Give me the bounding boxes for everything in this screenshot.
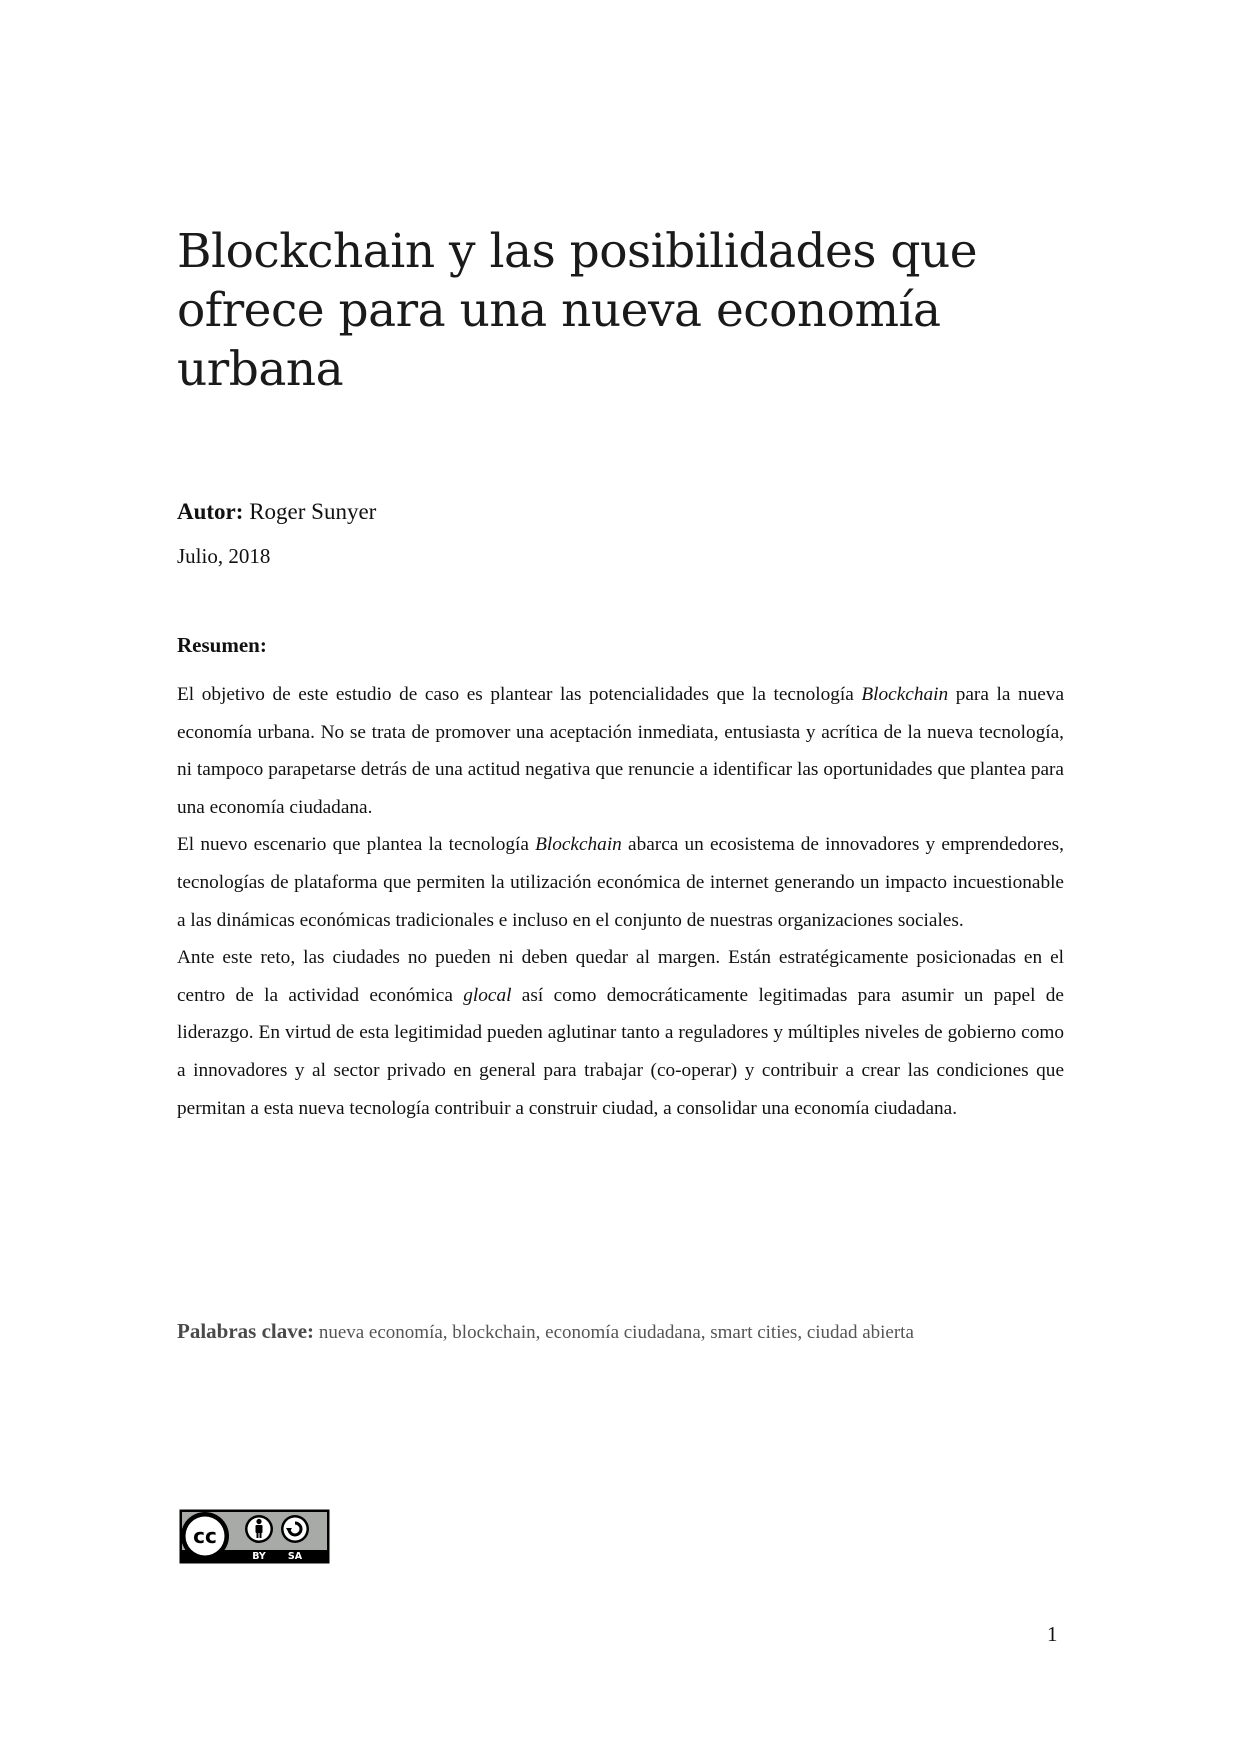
abstract-text: El nuevo escenario que plantea la tecnología: [177, 834, 536, 856]
abstract-text: Ante este reto, las ciudades no pueden ni deben quedar al margen. Están estratégicamente posicionadas en el centro de la actividad económica: [177, 947, 1064, 1006]
keywords-line: [177, 1317, 914, 1347]
sa-label: SA: [287, 1551, 303, 1562]
attribution-person-icon: [245, 1515, 273, 1543]
cc-text: cc: [193, 1524, 217, 1548]
abstract-heading: Resumen:: [177, 633, 267, 657]
author-label: Autor:: [177, 499, 244, 524]
abstract-paragraph: [177, 826, 1064, 939]
abstract-text: para la nueva economía urbana. No se trata de promover una aceptación inmediata, entusiasta y acrítica de la nueva tecnología, ni tampoco parapetarse detrás de una actitud negativa que renuncie a identificar las oportunidades que plantea para una economía ciudadana.: [177, 684, 1065, 818]
by-label: BY: [252, 1551, 266, 1562]
abstract-text: así como democráticamente legitimadas para asumir un papel de liderazgo. En virtud de esta legitimidad pueden aglutinar tanto a reguladores y múltiples niveles de gobierno como a innovadores y al sector privado en general para trabajar (co-operar) y contribuir a crear las condiciones que permitan a esta nueva tecnología contribuir a construir ciudad, a consolidar una economía ciudadana.: [177, 984, 1064, 1119]
emphasis-term: Blockchain: [861, 684, 949, 705]
cc-by-sa-badge-icon: [179, 1509, 330, 1564]
keywords-label: Palabras clave:: [177, 1319, 315, 1343]
emphasis-term: Blockchain: [535, 834, 622, 856]
publication-date: Julio, 2018: [177, 544, 271, 568]
abstract-paragraph: [177, 939, 1064, 1127]
share-alike-icon: [281, 1515, 309, 1543]
author-name: Roger Sunyer: [243, 499, 377, 524]
document-title: Blockchain y las posibilidades que ofrece para una nueva economía urbana: [177, 224, 978, 397]
page-number: 1: [1047, 1622, 1058, 1646]
emphasis-term: glocal: [463, 984, 512, 1006]
abstract-text: El objetivo de este estudio de caso es plantear las potencialidades que la tecnología: [177, 684, 862, 705]
keywords-text: nueva economía, blockchain, economía ciudadana, smart cities, ciudad abierta: [314, 1322, 914, 1343]
abstract-paragraph: [177, 676, 1064, 826]
author-line: [177, 497, 376, 527]
abstract-body: [177, 676, 1064, 1127]
cc-circle-icon: [181, 1512, 229, 1560]
abstract-text: abarca un ecosistema de innovadores y emprendedores, tecnologías de plataforma que permiten la utilización económica de internet generando un impacto incuestionable a las dinámicas económicas tradicionales e incluso en el conjunto de nuestras organizaciones sociales.: [177, 834, 1064, 931]
